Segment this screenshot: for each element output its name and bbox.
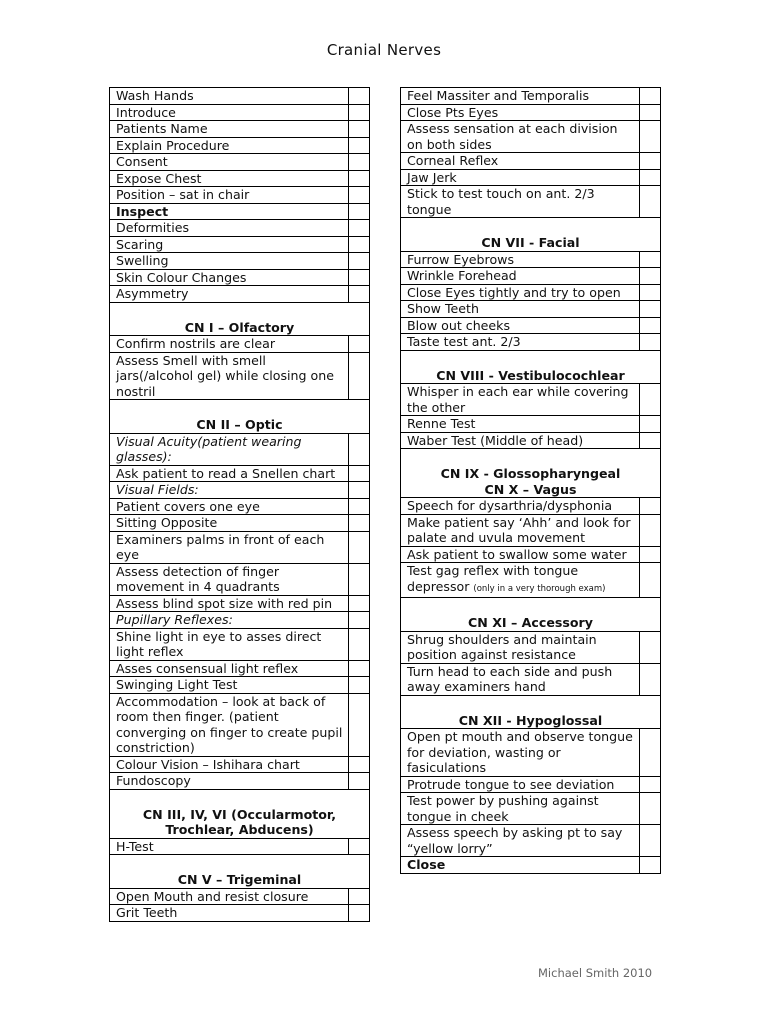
checklist-row (401, 416, 661, 433)
checklist-item-text: Position – sat in chair (116, 187, 250, 202)
checklist-row (110, 137, 370, 154)
checklist-row (110, 121, 370, 138)
checklist-item-text: Assess Smell with smell jars(/alcohol gel) while closing one nostril (116, 352, 334, 399)
checklist-item-cell (401, 776, 640, 793)
checkbox-cell[interactable] (349, 905, 370, 922)
checklist-row (110, 203, 370, 220)
checkbox-cell[interactable] (349, 203, 370, 220)
checklist-item-cell (401, 104, 640, 121)
checkbox-cell[interactable] (349, 121, 370, 138)
checkbox-cell[interactable] (349, 838, 370, 855)
checkbox-cell[interactable] (349, 336, 370, 353)
checkbox-cell[interactable] (640, 317, 661, 334)
checklist-row (110, 660, 370, 677)
checklist-row (401, 793, 661, 825)
checklist-item-text: Feel Massiter and Temporalis (407, 88, 590, 103)
checklist-item-text: Close (407, 857, 446, 872)
checkbox-cell[interactable] (349, 531, 370, 563)
checkbox-cell[interactable] (349, 756, 370, 773)
checklist-row (110, 269, 370, 286)
checklist-item-cell (110, 137, 349, 154)
checklist-item-cell (401, 793, 640, 825)
checklist-item-cell (110, 336, 349, 353)
checklist-item-cell (110, 433, 349, 465)
checkbox-cell[interactable] (640, 631, 661, 663)
checklist-row (401, 546, 661, 563)
checklist-item-cell (110, 482, 349, 499)
section-heading (401, 449, 661, 498)
checklist-row (110, 677, 370, 694)
checklist-item-cell (110, 220, 349, 237)
section-heading-row (401, 449, 661, 498)
checklist-item-text: Open Mouth and resist closure (116, 888, 309, 904)
checklist-item-text: H-Test (116, 838, 154, 854)
checkbox-cell[interactable] (640, 498, 661, 515)
checklist-item-cell (110, 563, 349, 595)
checklist-row (401, 334, 661, 351)
checklist-item-cell (401, 153, 640, 170)
checklist-item-text: Confirm nostrils are clear (116, 336, 276, 351)
left-checklist-table (109, 87, 370, 922)
checklist-item-cell (110, 660, 349, 677)
checkbox-cell[interactable] (349, 269, 370, 286)
section-heading-row (110, 400, 370, 434)
checklist-item-text: Asymmetry (116, 286, 189, 301)
checklist-item-text: Swelling (116, 253, 169, 268)
checkbox-cell[interactable] (640, 121, 661, 153)
checklist-row (110, 170, 370, 187)
checklist-item-text: Wrinkle Forehead (407, 268, 517, 283)
section-heading-text: CN XI – Accessory (468, 615, 593, 630)
checklist-row (110, 888, 370, 905)
checkbox-cell[interactable] (640, 825, 661, 857)
checklist-item-text: Assess speech by asking pt to say “yellow lorry” (407, 825, 623, 856)
subsection-row (110, 612, 370, 629)
checklist-item-cell (110, 498, 349, 515)
checkbox-cell[interactable] (349, 498, 370, 515)
author-footer: Michael Smith 2010 (538, 966, 653, 980)
checklist-item-text: Open pt mouth and observe tongue for deviation, wasting or fasiculations (407, 729, 633, 775)
checkbox-cell[interactable] (349, 170, 370, 187)
checkbox-cell[interactable] (640, 88, 661, 105)
checkbox-cell[interactable] (640, 563, 661, 598)
checklist-item-text: Test power by pushing against tongue in cheek (407, 793, 599, 824)
section-heading-row (401, 350, 661, 384)
checklist-item-cell (110, 595, 349, 612)
checklist-row (110, 628, 370, 660)
checklist-row (110, 187, 370, 204)
checklist-item-cell (401, 301, 640, 318)
checklist-item-cell (110, 693, 349, 756)
checkbox-cell[interactable] (349, 286, 370, 303)
page-title: Cranial Nerves (326, 41, 442, 59)
checklist-item-cell (401, 631, 640, 663)
checklist-item-text: Test gag reflex with tongue depressor (407, 563, 579, 594)
checklist-item-cell (110, 905, 349, 922)
checklist-item-text: Make patient say ‘Ahh’ and look for palate and uvula movement (407, 514, 631, 545)
checklist-item-text: Wash Hands (116, 88, 194, 103)
checklist-row (401, 169, 661, 186)
checkbox-cell[interactable] (349, 433, 370, 465)
section-heading-row (401, 218, 661, 252)
checkbox-cell[interactable] (640, 729, 661, 777)
section-heading (110, 400, 370, 434)
checklist-item-text: Scaring (116, 236, 164, 252)
checkbox-cell[interactable] (349, 154, 370, 171)
checklist-row (401, 186, 661, 218)
checklist-item-cell (401, 563, 640, 598)
checklist-item-text: Whisper in each ear while covering the other (407, 384, 629, 415)
checklist-item-cell (110, 677, 349, 694)
checklist-item-cell (110, 187, 349, 204)
checklist-row (110, 154, 370, 171)
checklist-item-text: Visual Fields: (116, 482, 199, 497)
checklist-row (110, 88, 370, 105)
checklist-item-text: Speech for dysarthria/dysphonia (407, 498, 613, 513)
checklist-item-text: Colour Vision – Ishihara chart (116, 756, 300, 772)
checklist-item-cell (110, 352, 349, 400)
checklist-item-text: Furrow Eyebrows (407, 251, 515, 267)
checkbox-cell[interactable] (640, 301, 661, 318)
checkbox-cell[interactable] (640, 384, 661, 416)
checklist-row (401, 857, 661, 874)
checklist-row (110, 531, 370, 563)
checklist-item-cell (401, 384, 640, 416)
section-heading-row (110, 302, 370, 336)
section-heading (401, 695, 661, 729)
checklist-item-text: Grit Teeth (116, 905, 178, 920)
checkbox-cell[interactable] (640, 793, 661, 825)
checklist-item-cell (401, 546, 640, 563)
checklist-item-cell (110, 121, 349, 138)
checklist-row (401, 432, 661, 449)
checklist-item-cell (110, 253, 349, 270)
section-heading-text: CN VII - Facial (481, 235, 580, 250)
subsection-row (110, 433, 370, 465)
checkbox-cell[interactable] (640, 284, 661, 301)
section-heading (110, 789, 370, 838)
checklist-row (110, 756, 370, 773)
checklist-row (401, 563, 661, 598)
checklist-row (110, 838, 370, 855)
checklist-item-cell (110, 465, 349, 482)
section-heading (110, 302, 370, 336)
checkbox-cell[interactable] (349, 104, 370, 121)
checklist-row (110, 465, 370, 482)
checklist-row (110, 498, 370, 515)
section-heading-row (401, 598, 661, 632)
checklist-item-text: Assess blind spot size with red pin (116, 595, 333, 611)
section-heading-text: CN II – Optic (196, 417, 283, 432)
checkbox-cell[interactable] (640, 334, 661, 351)
section-heading-text: CN IX - Glossopharyngeal (440, 466, 621, 481)
checklist-item-text: Assess sensation at each division on both sides (407, 121, 618, 152)
checklist-row (401, 268, 661, 285)
checkbox-cell[interactable] (349, 352, 370, 400)
subsection-row (110, 482, 370, 499)
checklist-row (401, 498, 661, 515)
checklist-item-text: Shine light in eye to asses direct light reflex (116, 628, 322, 659)
checklist-row (401, 729, 661, 777)
checklist-row (401, 631, 661, 663)
checkbox-cell[interactable] (349, 137, 370, 154)
checklist-item-cell (110, 88, 349, 105)
checklist-item-text: Show Teeth (407, 301, 479, 316)
section-heading (401, 598, 661, 632)
checkbox-cell[interactable] (640, 186, 661, 218)
checklist-item-text: Patient covers one eye (116, 498, 260, 514)
checklist-item-cell (401, 498, 640, 515)
checklist-row (401, 251, 661, 268)
checkbox-cell[interactable] (640, 514, 661, 546)
checklist-item-text: Ask patient to swallow some water (407, 546, 627, 562)
checkbox-cell[interactable] (640, 416, 661, 433)
checklist-item-text: Inspect (116, 203, 169, 219)
checklist-item-cell (110, 236, 349, 253)
checkbox-cell[interactable] (349, 515, 370, 532)
checklist-item-cell (401, 857, 640, 874)
checklist-row (401, 88, 661, 105)
checklist-item-text: Patients Name (116, 121, 208, 136)
checklist-item-text: Shrug shoulders and maintain position against resistance (407, 631, 597, 662)
checkbox-cell[interactable] (640, 153, 661, 170)
checklist-item-text: Deformities (116, 220, 190, 235)
checklist-item-cell (110, 104, 349, 121)
checkbox-cell[interactable] (349, 888, 370, 905)
checklist-row (110, 693, 370, 756)
checklist-item-cell (110, 286, 349, 303)
checkbox-cell[interactable] (349, 773, 370, 790)
checklist-row (401, 284, 661, 301)
checklist-item-cell (110, 888, 349, 905)
checklist-item-cell (401, 416, 640, 433)
checklist-item-cell (401, 334, 640, 351)
checklist-item-cell (401, 663, 640, 695)
checklist-row (110, 336, 370, 353)
checkbox-cell[interactable] (349, 253, 370, 270)
checklist-row (110, 253, 370, 270)
checklist-row (401, 384, 661, 416)
checklist-item-text: Close Eyes tightly and try to open (407, 284, 621, 300)
checklist-item-cell (110, 628, 349, 660)
section-heading-text: CN V – Trigeminal (177, 872, 302, 887)
checklist-row (110, 286, 370, 303)
checklist-item-text: Consent (116, 154, 168, 169)
checkbox-cell[interactable] (349, 677, 370, 694)
checklist-item-text: Renne Test (407, 416, 476, 431)
checklist-item-cell (110, 269, 349, 286)
checkbox-cell[interactable] (640, 104, 661, 121)
checkbox-cell[interactable] (640, 251, 661, 268)
checklist-item-text: Examiners palms in front of each eye (116, 531, 325, 562)
section-heading-text: CN I – Olfactory (184, 319, 295, 335)
section-heading-text: CN X – Vagus (484, 481, 577, 497)
checklist-row (110, 352, 370, 400)
section-heading (110, 855, 370, 889)
checklist-item-cell (401, 514, 640, 546)
checklist-item-cell (401, 268, 640, 285)
checklist-item-text: Pupillary Reflexes: (116, 612, 233, 627)
checkbox-cell[interactable] (640, 169, 661, 186)
checklist-item-cell (401, 88, 640, 105)
section-heading-row (110, 855, 370, 889)
checklist-item-text: Introduce (116, 104, 176, 120)
checklist-item-text: Assess detection of finger movement in 4 quadrants (116, 563, 280, 594)
checklist-item-cell (401, 121, 640, 153)
checklist-item-text: Turn head to each side and push away examiners hand (407, 663, 613, 694)
checklist-item-cell (110, 612, 349, 629)
checklist-row (110, 236, 370, 253)
checklist-row (401, 317, 661, 334)
section-heading (401, 350, 661, 384)
checklist-row (110, 595, 370, 612)
checkbox-cell[interactable] (349, 595, 370, 612)
checklist-item-text: Stick to test touch on ant. 2/3 tongue (407, 186, 595, 217)
checklist-row (401, 104, 661, 121)
section-heading-text: CN XII - Hypoglossal (458, 712, 603, 728)
section-heading-row (401, 695, 661, 729)
checklist-item-text: Corneal Reflex (407, 153, 499, 168)
checklist-item-cell (110, 838, 349, 855)
checklist-item-text: Swinging Light Test (116, 677, 238, 692)
checkbox-cell[interactable] (349, 187, 370, 204)
checklist-item-text: Close Pts Eyes (407, 104, 499, 120)
checklist-item-cell (401, 729, 640, 777)
checkbox-cell[interactable] (640, 432, 661, 449)
checkbox-cell[interactable] (349, 220, 370, 237)
checkbox-cell[interactable] (349, 660, 370, 677)
section-heading-row (110, 789, 370, 838)
checklist-item-text: Blow out cheeks (407, 317, 511, 333)
checklist-item-text: Sitting Opposite (116, 515, 218, 530)
checkbox-cell[interactable] (349, 693, 370, 756)
checklist-row (401, 121, 661, 153)
checklist-item-text: Skin Colour Changes (116, 269, 247, 285)
section-heading-text: CN VIII - Vestibulocochlear (436, 367, 625, 383)
checklist-item-text: Expose Chest (116, 170, 202, 186)
checklist-item-text: Taste test ant. 2/3 (407, 334, 521, 349)
checklist-item-cell (401, 169, 640, 186)
checkbox-cell[interactable] (349, 612, 370, 629)
section-heading-text: CN III, IV, VI (Occularmotor, Trochlear, Abducens) (142, 806, 337, 837)
checklist-item-note: (only in a very thorough exam) (473, 583, 606, 594)
checkbox-cell[interactable] (349, 628, 370, 660)
checkbox-cell[interactable] (640, 857, 661, 874)
checklist-item-text: Protrude tongue to see deviation (407, 776, 615, 792)
checkbox-cell[interactable] (349, 482, 370, 499)
checklist-item-cell (401, 186, 640, 218)
checklist-row (110, 104, 370, 121)
checkbox-cell[interactable] (640, 546, 661, 563)
checklist-row (401, 776, 661, 793)
checklist-row (401, 825, 661, 857)
checklist-row (110, 220, 370, 237)
checklist-item-cell (401, 432, 640, 449)
checklist-row (110, 773, 370, 790)
checklist-item-cell (401, 317, 640, 334)
checklist-item-cell (110, 773, 349, 790)
checklist-item-text: Explain Procedure (116, 137, 230, 153)
checklist-item-text: Visual Acuity(patient wearing glasses): (116, 433, 302, 464)
checklist-item-cell (110, 170, 349, 187)
right-checklist-table (400, 87, 661, 874)
checklist-row (110, 515, 370, 532)
checklist-item-cell (110, 531, 349, 563)
checklist-item-text: Ask patient to read a Snellen chart (116, 465, 336, 481)
checkbox-cell[interactable] (349, 465, 370, 482)
checklist-item-cell (110, 154, 349, 171)
checklist-item-text: Asses consensual light reflex (116, 660, 299, 676)
checklist-item-cell (110, 756, 349, 773)
checkbox-cell[interactable] (640, 663, 661, 695)
checklist-row (110, 563, 370, 595)
checklist-item-text: Accommodation – look at back of room then finger. (patient converging on finger to create pupil constriction) (116, 693, 343, 755)
checklist-row (110, 905, 370, 922)
checklist-item-cell (110, 203, 349, 220)
section-heading (401, 218, 661, 252)
checklist-item-text: Waber Test (Middle of head) (407, 432, 584, 448)
checklist-item-cell (401, 251, 640, 268)
checkbox-cell[interactable] (640, 268, 661, 285)
checkbox-cell[interactable] (349, 236, 370, 253)
checkbox-cell[interactable] (349, 563, 370, 595)
checkbox-cell[interactable] (349, 88, 370, 105)
checklist-item-text: Fundoscopy (116, 773, 191, 788)
checklist-row (401, 301, 661, 318)
checklist-item-cell (110, 515, 349, 532)
checklist-item-text: Jaw Jerk (407, 169, 457, 185)
checkbox-cell[interactable] (640, 776, 661, 793)
checklist-row (401, 514, 661, 546)
checklist-row (401, 663, 661, 695)
checklist-row (401, 153, 661, 170)
checklist-item-cell (401, 825, 640, 857)
checklist-item-cell (401, 284, 640, 301)
